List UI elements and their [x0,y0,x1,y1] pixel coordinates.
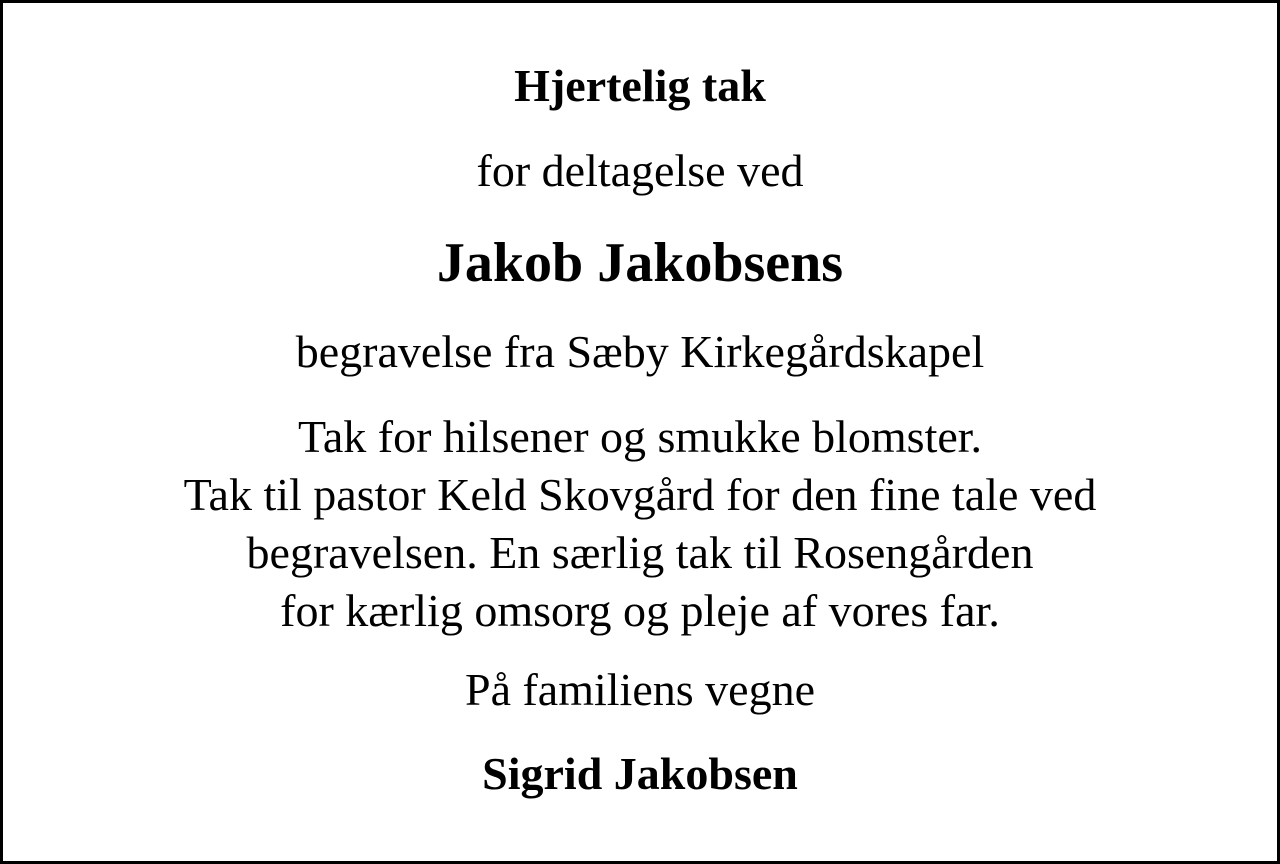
deceased-name: Jakob Jakobsens [436,232,844,294]
on-behalf-of-text: På familiens vegne [464,664,815,715]
signature-name: Sigrid Jakobsen [482,748,798,799]
message-line-4: for kærlig omsorg og pleje af vores far. [280,585,1000,636]
message-line-2: Tak til pastor Keld Skovgård for den fine tale ved [183,469,1097,520]
message-line-3: begravelsen. En særlig tak til Rosengården [246,527,1034,578]
notice-intro: for deltagelse ved [476,145,804,196]
thank-you-message [3,408,1277,640]
notice-heading: Hjertelig tak [514,60,766,111]
message-line-1: Tak for hilsener og smukke blomster. [297,411,983,462]
ceremony-location: begravelse fra Sæby Kirkegårdskapel [295,326,985,377]
